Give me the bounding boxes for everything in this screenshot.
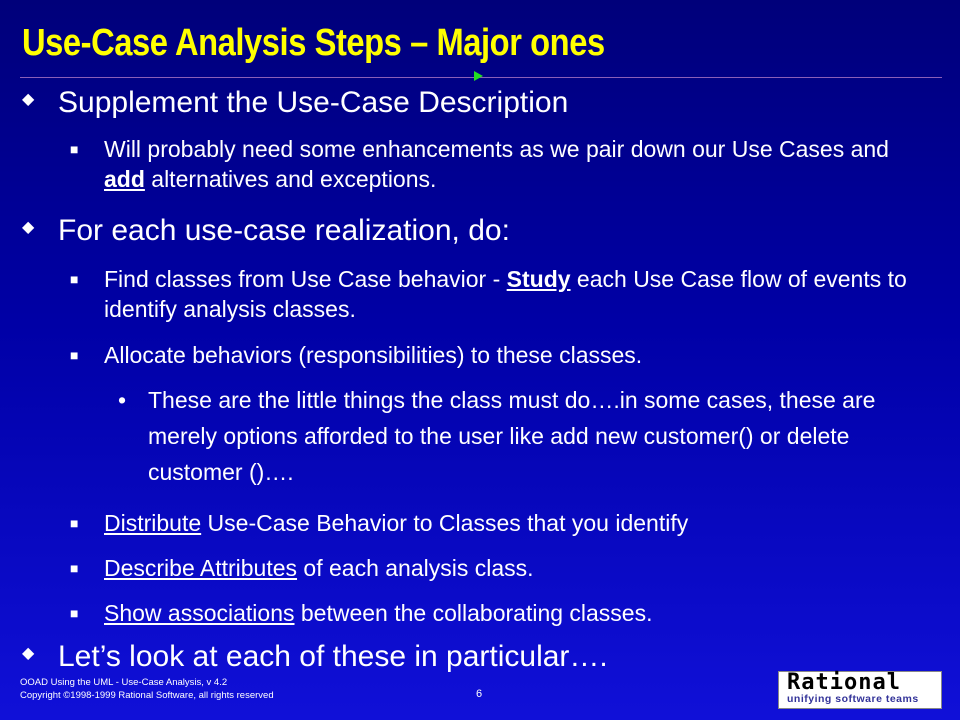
emphasis-study: Study xyxy=(506,266,571,292)
square-bullet-icon: ■ xyxy=(70,347,79,363)
slide-title: Use-Case Analysis Steps – Major ones xyxy=(22,22,605,64)
footer-info xyxy=(20,676,274,702)
logo-name: Rational xyxy=(787,670,901,695)
bullet-text: Let’s look at each of these in particular…. xyxy=(58,640,608,673)
dot-bullet-icon: • xyxy=(118,387,127,413)
link-distribute[interactable]: Distribute xyxy=(104,510,202,536)
square-bullet-icon: ■ xyxy=(70,271,79,287)
square-bullet-icon: ■ xyxy=(70,560,79,576)
diamond-bullet-icon: ◆ xyxy=(22,91,35,108)
bullet-text: Supplement the Use-Case Description xyxy=(58,86,569,119)
link-show-associations[interactable]: Show associations xyxy=(104,600,295,626)
diamond-bullet-icon: ◆ xyxy=(22,645,35,662)
rational-logo xyxy=(778,671,942,709)
footer-course: OOAD Using the UML - Use-Case Analysis, v 4.2 xyxy=(20,677,228,688)
square-bullet-icon: ■ xyxy=(70,515,79,531)
square-bullet-icon: ■ xyxy=(70,605,79,621)
logo-tagline: unifying software teams xyxy=(787,693,919,705)
page-number: 6 xyxy=(476,688,483,700)
bullet-text: For each use-case realization, do: xyxy=(58,214,510,247)
play-arrow-icon xyxy=(474,71,483,81)
square-bullet-icon: ■ xyxy=(70,141,79,157)
footer-copyright: Copyright ©1998-1999 Rational Software, all rights reserved xyxy=(20,690,274,701)
diamond-bullet-icon: ◆ xyxy=(22,219,35,236)
emphasis-add: add xyxy=(104,166,145,192)
link-describe-attributes[interactable]: Describe Attributes xyxy=(104,555,298,581)
